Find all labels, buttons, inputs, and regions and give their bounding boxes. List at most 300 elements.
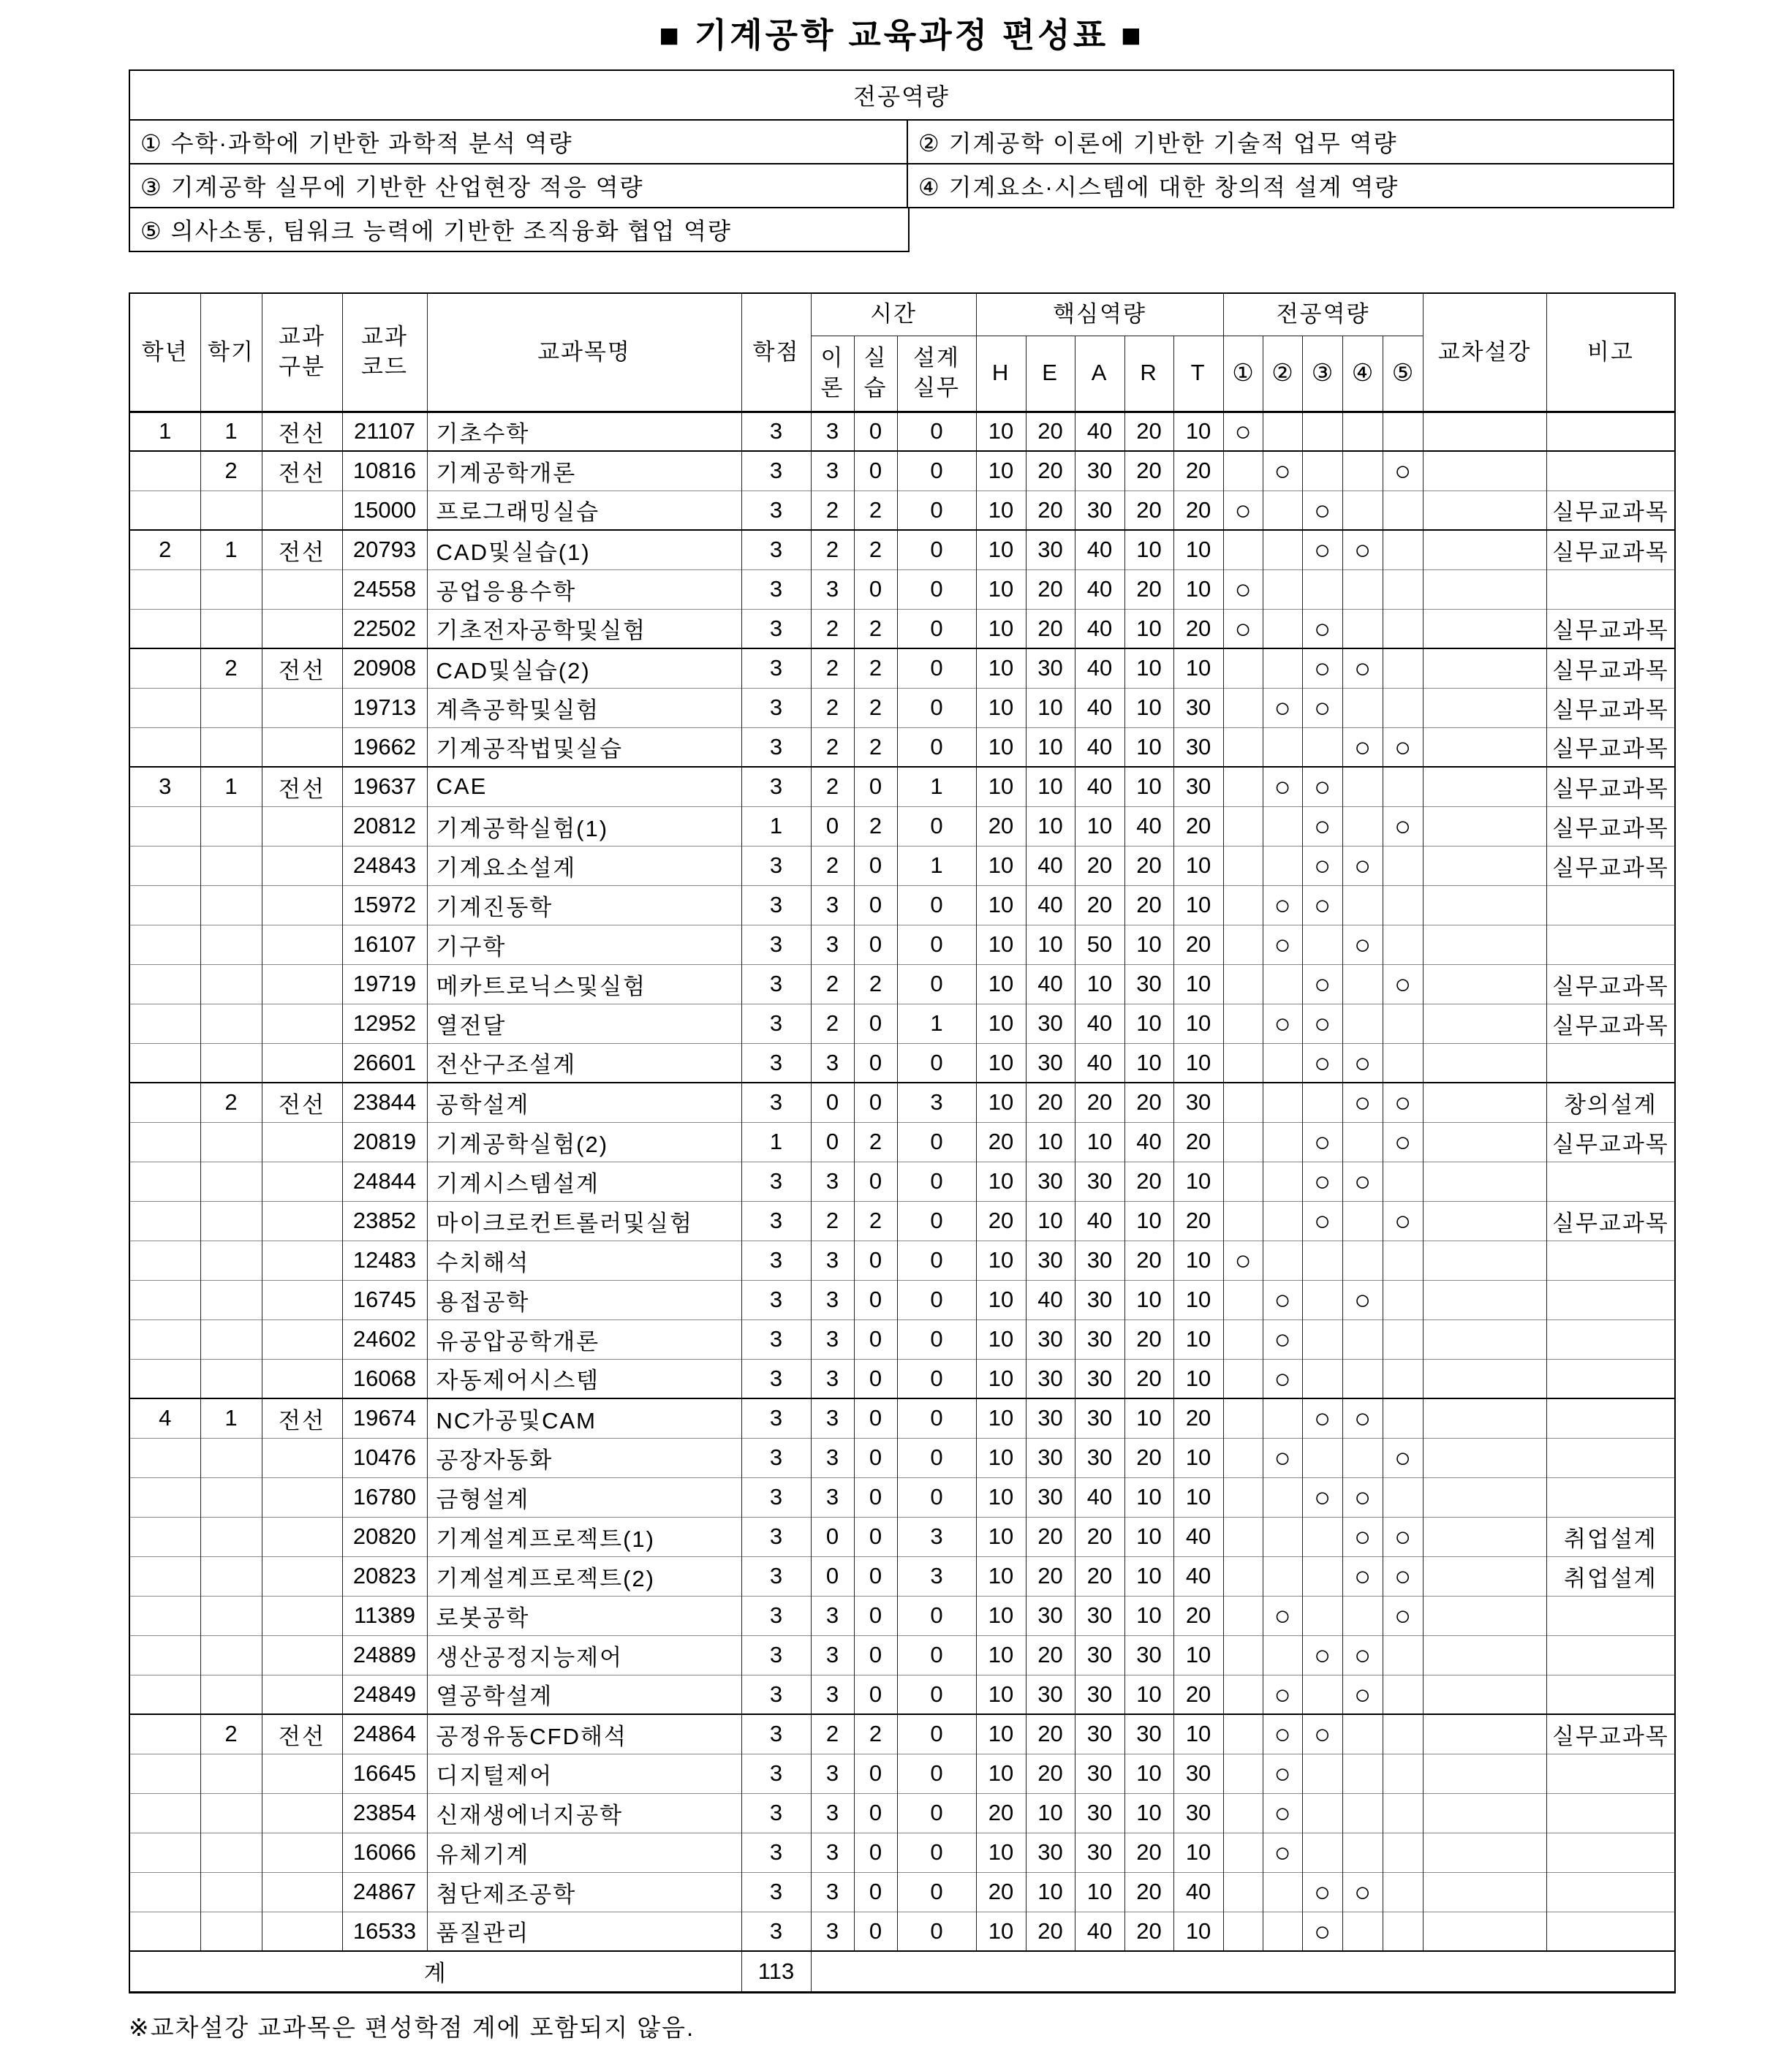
theory-hours: 3 (811, 1162, 854, 1201)
cross-listing-cell (1423, 1596, 1546, 1635)
competency-mark-1 (1223, 1438, 1263, 1477)
year-cell (129, 806, 200, 846)
theory-hours: 3 (811, 1359, 854, 1398)
course-row (129, 1754, 1675, 1793)
semester-cell (200, 491, 262, 530)
remark-cell (1546, 1675, 1675, 1714)
credits: 3 (741, 451, 811, 491)
heart-e: 20 (1026, 412, 1075, 451)
course-code: 16066 (342, 1833, 427, 1872)
theory-hours: 3 (811, 569, 854, 609)
credits: 3 (741, 1477, 811, 1517)
heart-r: 20 (1124, 885, 1173, 925)
competency-mark-2 (1263, 1241, 1302, 1280)
cross-listing-cell (1423, 1714, 1546, 1754)
theory-hours: 3 (811, 1043, 854, 1083)
course-row (129, 569, 1675, 609)
competency-mark-5: ○ (1383, 451, 1423, 491)
competency-mark-4 (1342, 1912, 1383, 1951)
practice-hours: 0 (854, 1004, 897, 1043)
competency-mark-4 (1342, 1833, 1383, 1872)
semester-cell (200, 1201, 262, 1241)
competency-mark-3: ○ (1302, 1872, 1342, 1912)
cross-listing-cell (1423, 846, 1546, 885)
cross-listing-cell (1423, 648, 1546, 688)
competency-mark-5 (1383, 1793, 1423, 1833)
credits: 3 (741, 1556, 811, 1596)
heart-a: 30 (1075, 1793, 1124, 1833)
competency-mark-2: ○ (1263, 1596, 1302, 1635)
course-name: 기계시스템설계 (427, 1162, 741, 1201)
heart-h: 10 (976, 1359, 1026, 1398)
heart-t: 10 (1173, 1635, 1223, 1675)
heart-e: 20 (1026, 1754, 1075, 1793)
year-cell (129, 1714, 200, 1754)
heart-a: 30 (1075, 1596, 1124, 1635)
design-hours: 0 (897, 1635, 976, 1675)
heart-t: 10 (1173, 648, 1223, 688)
competency-mark-3: ○ (1302, 767, 1342, 806)
competency-mark-1 (1223, 1517, 1263, 1556)
credits: 3 (741, 1438, 811, 1477)
competency-mark-1 (1223, 1635, 1263, 1675)
heart-e: 30 (1026, 1596, 1075, 1635)
course-code: 24867 (342, 1872, 427, 1912)
heart-t: 10 (1173, 1359, 1223, 1398)
practice-hours: 0 (854, 1635, 897, 1675)
course-code: 19637 (342, 767, 427, 806)
col-header-theory: 이론 (811, 336, 854, 412)
year-cell (129, 1162, 200, 1201)
heart-e: 20 (1026, 1556, 1075, 1596)
division-cell (262, 1477, 342, 1517)
year-cell (129, 964, 200, 1004)
course-row (129, 1201, 1675, 1241)
semester-cell (200, 1438, 262, 1477)
credits: 3 (741, 1754, 811, 1793)
division-cell (262, 1912, 342, 1951)
competency-mark-5: ○ (1383, 1122, 1423, 1162)
cross-listing-cell (1423, 1398, 1546, 1438)
course-row (129, 1596, 1675, 1635)
col-header-semester: 학기 (200, 293, 262, 412)
cross-listing-cell (1423, 1280, 1546, 1319)
heart-t: 10 (1173, 1319, 1223, 1359)
competency-mark-5 (1383, 609, 1423, 648)
heart-e: 30 (1026, 530, 1075, 569)
competency-mark-3 (1302, 1083, 1342, 1122)
competency-mark-1 (1223, 1477, 1263, 1517)
heart-a: 30 (1075, 1241, 1124, 1280)
heart-h: 20 (976, 1122, 1026, 1162)
competency-mark-3: ○ (1302, 688, 1342, 727)
competency-mark-3: ○ (1302, 964, 1342, 1004)
year-cell (129, 727, 200, 767)
division-cell (262, 1793, 342, 1833)
theory-hours: 3 (811, 1477, 854, 1517)
practice-hours: 0 (854, 1398, 897, 1438)
design-hours: 0 (897, 1477, 976, 1517)
credits: 3 (741, 1912, 811, 1951)
year-cell (129, 648, 200, 688)
theory-hours: 3 (811, 1398, 854, 1438)
heart-t: 20 (1173, 491, 1223, 530)
heart-t: 30 (1173, 1754, 1223, 1793)
course-name: 디지털제어 (427, 1754, 741, 1793)
total-credits: 113 (741, 1951, 811, 1992)
year-cell (129, 1201, 200, 1241)
competency-mark-5 (1383, 846, 1423, 885)
heart-e: 30 (1026, 1319, 1075, 1359)
year-cell (129, 846, 200, 885)
heart-a: 40 (1075, 1201, 1124, 1241)
competency-mark-5 (1383, 648, 1423, 688)
competency-mark-1: ○ (1223, 491, 1263, 530)
semester-cell (200, 1280, 262, 1319)
remark-cell (1546, 1793, 1675, 1833)
course-code: 26601 (342, 1043, 427, 1083)
heart-r: 20 (1124, 569, 1173, 609)
heart-r: 30 (1124, 1635, 1173, 1675)
competency-mark-4: ○ (1342, 925, 1383, 964)
cross-listing-cell (1423, 1043, 1546, 1083)
division-cell: 전선 (262, 1398, 342, 1438)
heart-a: 30 (1075, 1319, 1124, 1359)
year-cell (129, 925, 200, 964)
heart-h: 10 (976, 1280, 1026, 1319)
remark-cell: 실무교과목 (1546, 846, 1675, 885)
course-name: 계측공학및실험 (427, 688, 741, 727)
heart-r: 40 (1124, 1122, 1173, 1162)
theory-hours: 2 (811, 1714, 854, 1754)
year-cell (129, 1872, 200, 1912)
theory-hours: 2 (811, 491, 854, 530)
heart-e: 20 (1026, 1635, 1075, 1675)
course-row (129, 1477, 1675, 1517)
credits: 3 (741, 412, 811, 451)
semester-cell (200, 727, 262, 767)
heart-a: 30 (1075, 1754, 1124, 1793)
year-cell (129, 491, 200, 530)
remark-cell: 취업설계 (1546, 1517, 1675, 1556)
col-header-credits: 학점 (741, 293, 811, 412)
heart-e: 30 (1026, 1675, 1075, 1714)
year-cell (129, 1359, 200, 1398)
heart-h: 10 (976, 1004, 1026, 1043)
course-name: 유공압공학개론 (427, 1319, 741, 1359)
division-cell: 전선 (262, 1714, 342, 1754)
competency-mark-2 (1263, 1043, 1302, 1083)
course-code: 20908 (342, 648, 427, 688)
heart-t: 20 (1173, 806, 1223, 846)
theory-hours: 2 (811, 688, 854, 727)
heart-r: 10 (1124, 727, 1173, 767)
semester-cell: 1 (200, 767, 262, 806)
competency-mark-2 (1263, 412, 1302, 451)
col-header-comp-4: ④ (1342, 336, 1383, 412)
practice-hours: 0 (854, 569, 897, 609)
practice-hours: 0 (854, 1833, 897, 1872)
competency-mark-2 (1263, 1872, 1302, 1912)
division-cell (262, 609, 342, 648)
theory-hours: 3 (811, 1319, 854, 1359)
course-row (129, 412, 1675, 451)
competency-mark-2: ○ (1263, 688, 1302, 727)
competency-mark-1 (1223, 688, 1263, 727)
competency-mark-4: ○ (1342, 1635, 1383, 1675)
course-code: 21107 (342, 412, 427, 451)
credits: 3 (741, 1793, 811, 1833)
heart-e: 10 (1026, 767, 1075, 806)
competency-mark-4: ○ (1342, 1556, 1383, 1596)
practice-hours: 0 (854, 1793, 897, 1833)
design-hours: 0 (897, 530, 976, 569)
col-header-a: A (1075, 336, 1124, 412)
competency-mark-4 (1342, 1754, 1383, 1793)
competency-mark-5 (1383, 1675, 1423, 1714)
col-header-year: 학년 (129, 293, 200, 412)
competency-mark-2 (1263, 569, 1302, 609)
heart-t: 20 (1173, 1596, 1223, 1635)
total-row (129, 1951, 1675, 1992)
competency-item-1: ① 수학·과학에 기반한 과학적 분석 역량 (130, 121, 908, 163)
competency-mark-4 (1342, 1438, 1383, 1477)
practice-hours: 2 (854, 491, 897, 530)
course-row (129, 1714, 1675, 1754)
competency-mark-1 (1223, 767, 1263, 806)
competency-mark-5: ○ (1383, 964, 1423, 1004)
competency-mark-5: ○ (1383, 1438, 1423, 1477)
cross-listing-cell (1423, 806, 1546, 846)
heart-r: 10 (1124, 1398, 1173, 1438)
competency-mark-1 (1223, 1083, 1263, 1122)
competency-mark-2 (1263, 648, 1302, 688)
theory-hours: 2 (811, 1201, 854, 1241)
year-cell (129, 451, 200, 491)
col-group-core-competency: 핵심역량 (976, 293, 1223, 336)
cross-listing-cell (1423, 1833, 1546, 1872)
competency-mark-5 (1383, 1912, 1423, 1951)
theory-hours: 0 (811, 806, 854, 846)
credits: 3 (741, 1004, 811, 1043)
theory-hours: 3 (811, 1675, 854, 1714)
heart-h: 10 (976, 1398, 1026, 1438)
heart-a: 40 (1075, 648, 1124, 688)
competency-mark-3: ○ (1302, 1398, 1342, 1438)
heart-a: 20 (1075, 846, 1124, 885)
course-name: 기계진동학 (427, 885, 741, 925)
remark-cell (1546, 1319, 1675, 1359)
heart-e: 40 (1026, 846, 1075, 885)
theory-hours: 3 (811, 1241, 854, 1280)
practice-hours: 2 (854, 1201, 897, 1241)
heart-r: 30 (1124, 1714, 1173, 1754)
col-header-comp-2: ② (1263, 336, 1302, 412)
theory-hours: 3 (811, 1872, 854, 1912)
design-hours: 0 (897, 491, 976, 530)
design-hours: 0 (897, 1596, 976, 1635)
practice-hours: 0 (854, 1912, 897, 1951)
course-row (129, 964, 1675, 1004)
competency-mark-1 (1223, 925, 1263, 964)
credits: 3 (741, 569, 811, 609)
competency-mark-4 (1342, 806, 1383, 846)
theory-hours: 2 (811, 846, 854, 885)
semester-cell: 2 (200, 451, 262, 491)
year-cell (129, 1754, 200, 1793)
semester-cell: 2 (200, 1714, 262, 1754)
heart-t: 40 (1173, 1517, 1223, 1556)
theory-hours: 0 (811, 1517, 854, 1556)
year-cell (129, 1319, 200, 1359)
competency-mark-4 (1342, 885, 1383, 925)
competency-mark-5 (1383, 1398, 1423, 1438)
division-cell (262, 1241, 342, 1280)
cross-listing-cell (1423, 727, 1546, 767)
remark-cell: 실무교과목 (1546, 1004, 1675, 1043)
competency-mark-3 (1302, 1359, 1342, 1398)
competency-mark-3: ○ (1302, 1635, 1342, 1675)
theory-hours: 2 (811, 727, 854, 767)
course-name: 기계설계프로젝트(1) (427, 1517, 741, 1556)
major-competency-box (129, 69, 1674, 252)
competency-mark-2 (1263, 1517, 1302, 1556)
competency-mark-2 (1263, 530, 1302, 569)
practice-hours: 2 (854, 1122, 897, 1162)
theory-hours: 3 (811, 1833, 854, 1872)
heart-t: 40 (1173, 1556, 1223, 1596)
semester-cell (200, 1675, 262, 1714)
col-group-hours: 시간 (811, 293, 976, 336)
remark-cell (1546, 1043, 1675, 1083)
course-name: 프로그래밍실습 (427, 491, 741, 530)
semester-cell (200, 609, 262, 648)
competency-mark-4 (1342, 1714, 1383, 1754)
competency-mark-3 (1302, 1517, 1342, 1556)
course-code: 23844 (342, 1083, 427, 1122)
course-code: 12483 (342, 1241, 427, 1280)
course-name: 열전달 (427, 1004, 741, 1043)
competency-mark-1 (1223, 1872, 1263, 1912)
course-code: 16780 (342, 1477, 427, 1517)
theory-hours: 2 (811, 1004, 854, 1043)
division-cell (262, 727, 342, 767)
course-name: 용접공학 (427, 1280, 741, 1319)
competency-mark-5 (1383, 1359, 1423, 1398)
design-hours: 0 (897, 1714, 976, 1754)
course-name: 기계설계프로젝트(2) (427, 1556, 741, 1596)
division-cell (262, 491, 342, 530)
practice-hours: 0 (854, 1241, 897, 1280)
heart-e: 20 (1026, 1083, 1075, 1122)
semester-cell (200, 964, 262, 1004)
heart-h: 10 (976, 727, 1026, 767)
heart-t: 40 (1173, 1872, 1223, 1912)
competency-mark-2 (1263, 1122, 1302, 1162)
remark-cell (1546, 925, 1675, 964)
col-header-course: 교과목명 (427, 293, 741, 412)
col-group-major-competency: 전공역량 (1223, 293, 1423, 336)
heart-h: 10 (976, 1556, 1026, 1596)
semester-cell (200, 1872, 262, 1912)
cross-listing-cell (1423, 569, 1546, 609)
course-name: 열공학설계 (427, 1675, 741, 1714)
practice-hours: 0 (854, 1359, 897, 1398)
semester-cell (200, 1793, 262, 1833)
competency-mark-2: ○ (1263, 1754, 1302, 1793)
heart-t: 10 (1173, 1833, 1223, 1872)
course-row (129, 767, 1675, 806)
year-cell: 1 (129, 412, 200, 451)
design-hours: 0 (897, 1872, 976, 1912)
cross-listing-cell (1423, 1241, 1546, 1280)
heart-t: 20 (1173, 1398, 1223, 1438)
practice-hours: 0 (854, 1556, 897, 1596)
remark-cell (1546, 412, 1675, 451)
year-cell (129, 688, 200, 727)
heart-r: 10 (1124, 1201, 1173, 1241)
division-cell (262, 1517, 342, 1556)
theory-hours: 0 (811, 1556, 854, 1596)
heart-a: 30 (1075, 1280, 1124, 1319)
competency-mark-3: ○ (1302, 806, 1342, 846)
division-cell (262, 1359, 342, 1398)
credits: 3 (741, 846, 811, 885)
course-code: 10476 (342, 1438, 427, 1477)
semester-cell (200, 1556, 262, 1596)
competency-mark-3: ○ (1302, 846, 1342, 885)
heart-r: 20 (1124, 846, 1173, 885)
practice-hours: 0 (854, 1083, 897, 1122)
course-code: 16645 (342, 1754, 427, 1793)
heart-r: 10 (1124, 1675, 1173, 1714)
heart-t: 30 (1173, 1793, 1223, 1833)
competency-mark-2: ○ (1263, 1004, 1302, 1043)
col-header-comp-1: ① (1223, 336, 1263, 412)
heart-t: 10 (1173, 530, 1223, 569)
year-cell: 2 (129, 530, 200, 569)
practice-hours: 2 (854, 688, 897, 727)
heart-h: 10 (976, 530, 1026, 569)
course-code: 19662 (342, 727, 427, 767)
remark-cell: 실무교과목 (1546, 767, 1675, 806)
cross-listing-cell (1423, 1556, 1546, 1596)
practice-hours: 2 (854, 609, 897, 648)
heart-h: 10 (976, 1675, 1026, 1714)
competency-mark-3 (1302, 569, 1342, 609)
competency-mark-2: ○ (1263, 1833, 1302, 1872)
competency-mark-3: ○ (1302, 1004, 1342, 1043)
design-hours: 0 (897, 1241, 976, 1280)
competency-mark-5 (1383, 1872, 1423, 1912)
remark-cell: 실무교과목 (1546, 806, 1675, 846)
division-cell (262, 1043, 342, 1083)
credits: 3 (741, 1398, 811, 1438)
heart-e: 30 (1026, 1398, 1075, 1438)
division-cell: 전선 (262, 530, 342, 569)
heart-t: 10 (1173, 1438, 1223, 1477)
competency-mark-1 (1223, 1596, 1263, 1635)
heart-t: 10 (1173, 412, 1223, 451)
theory-hours: 2 (811, 648, 854, 688)
competency-mark-1 (1223, 1201, 1263, 1241)
heart-t: 10 (1173, 846, 1223, 885)
competency-mark-5 (1383, 530, 1423, 569)
division-cell (262, 1201, 342, 1241)
course-code: 20823 (342, 1556, 427, 1596)
competency-mark-5 (1383, 1754, 1423, 1793)
competency-mark-4 (1342, 609, 1383, 648)
